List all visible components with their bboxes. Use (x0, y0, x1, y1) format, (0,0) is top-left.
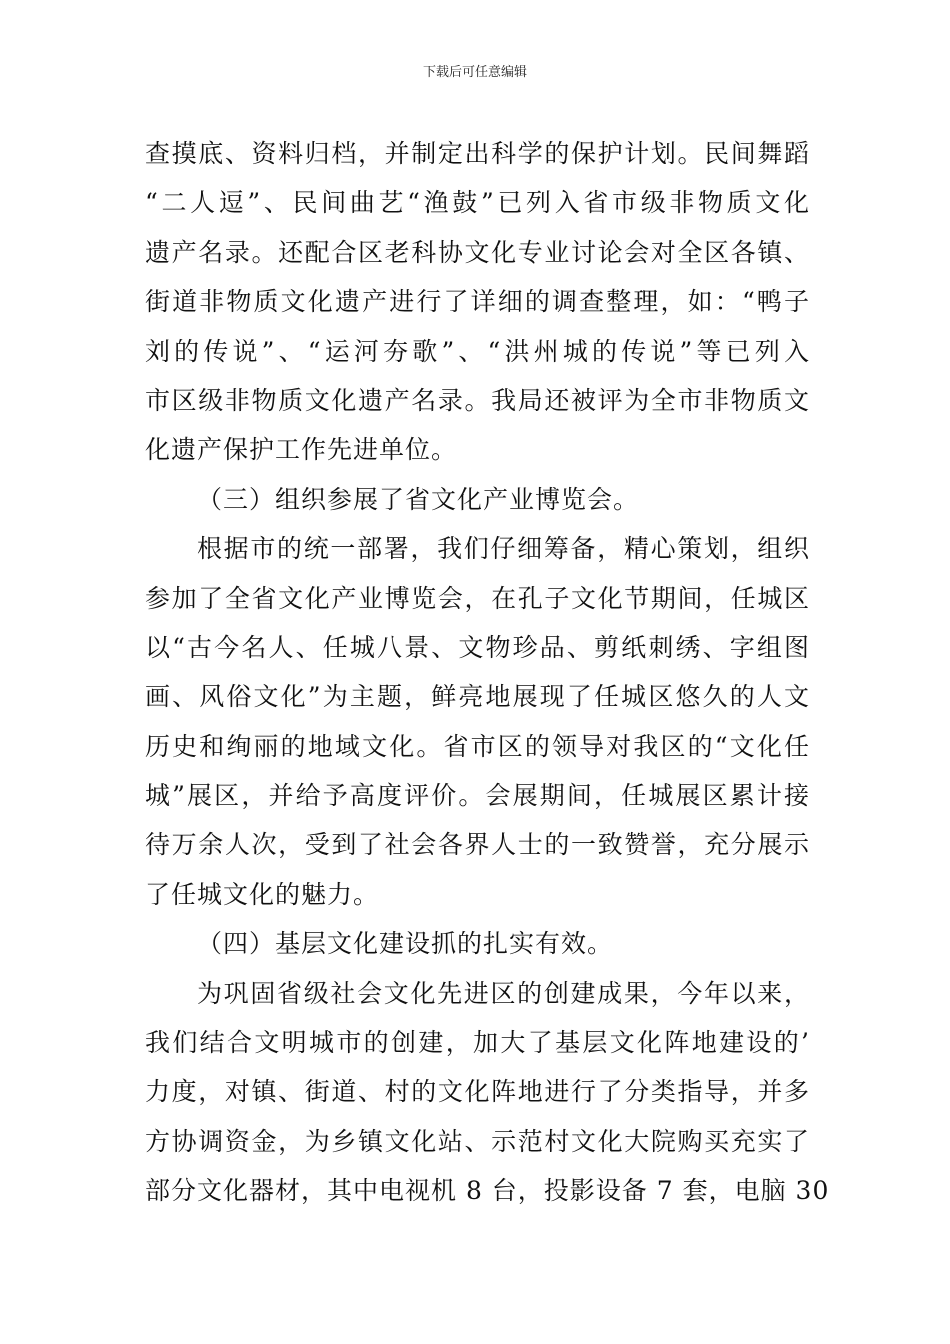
section-heading: （四）基层文化建设抓的扎实有效。 (197, 929, 614, 959)
text-line: 根据市的统一部署，我们仔细筹备，精心策划，组织 (197, 534, 810, 564)
text-line: 部分文化器材，其中电视机 8 台，投影设备 7 套，电脑 30 (145, 1176, 830, 1206)
text-line: 方协调资金，为乡镇文化站、示范村文化大院购买充实了 (145, 1126, 810, 1156)
text-line: 为巩固省级社会文化先进区的创建成果，今年以来， (197, 978, 810, 1008)
text-line: 查摸底、资料归档，并制定出科学的保护计划。民间舞蹈 (145, 139, 810, 168)
text-line: “二人逗”、民间曲艺“渔鼓”已列入省市级非物质文化 (145, 188, 810, 218)
page-header: 下载后可任意编辑 (422, 65, 527, 80)
text-line: 待万余人次，受到了社会各界人士的一致赞誉，充分展示 (145, 830, 810, 860)
section-heading: （三）组织参展了省文化产业博览会。 (197, 484, 640, 514)
text-line: 力度，对镇、街道、村的文化阵地进行了分类指导，并多 (145, 1077, 810, 1107)
text-line: 市区级非物质文化遗产名录。我局还被评为全市非物质文 (145, 385, 810, 415)
text-line: 以“古今名人、任城八景、文物珍品、剪纸刺绣、字组图 (145, 632, 810, 662)
text-line: 街道非物质文化遗产进行了详细的调查整理，如：“鸭子 (145, 287, 810, 317)
document-body (145, 129, 830, 1216)
text-line: 参加了全省文化产业博览会，在孔子文化节期间，任城区 (145, 583, 810, 613)
text-line: 画、风俗文化”为主题，鲜亮地展现了任城区悠久的人文 (145, 682, 810, 712)
text-line: 城”展区，并给予高度评价。会展期间，任城展区累计接 (145, 781, 810, 811)
text-line: 我们结合文明城市的创建，加大了基层文化阵地建设的’ (145, 1028, 810, 1058)
text-line: 遗产名录。还配合区老科协文化专业讨论会对全区各镇、 (145, 237, 810, 267)
text-line: 刘的传说”、“运河夯歌”、“洪州城的传说”等已列入 (145, 336, 810, 366)
text-line: 了任城文化的魅力。 (145, 879, 380, 909)
text-line: 化遗产保护工作先进单位。 (145, 435, 458, 465)
text-line: 历史和绚丽的地域文化。省市区的领导对我区的“文化任 (145, 731, 810, 761)
